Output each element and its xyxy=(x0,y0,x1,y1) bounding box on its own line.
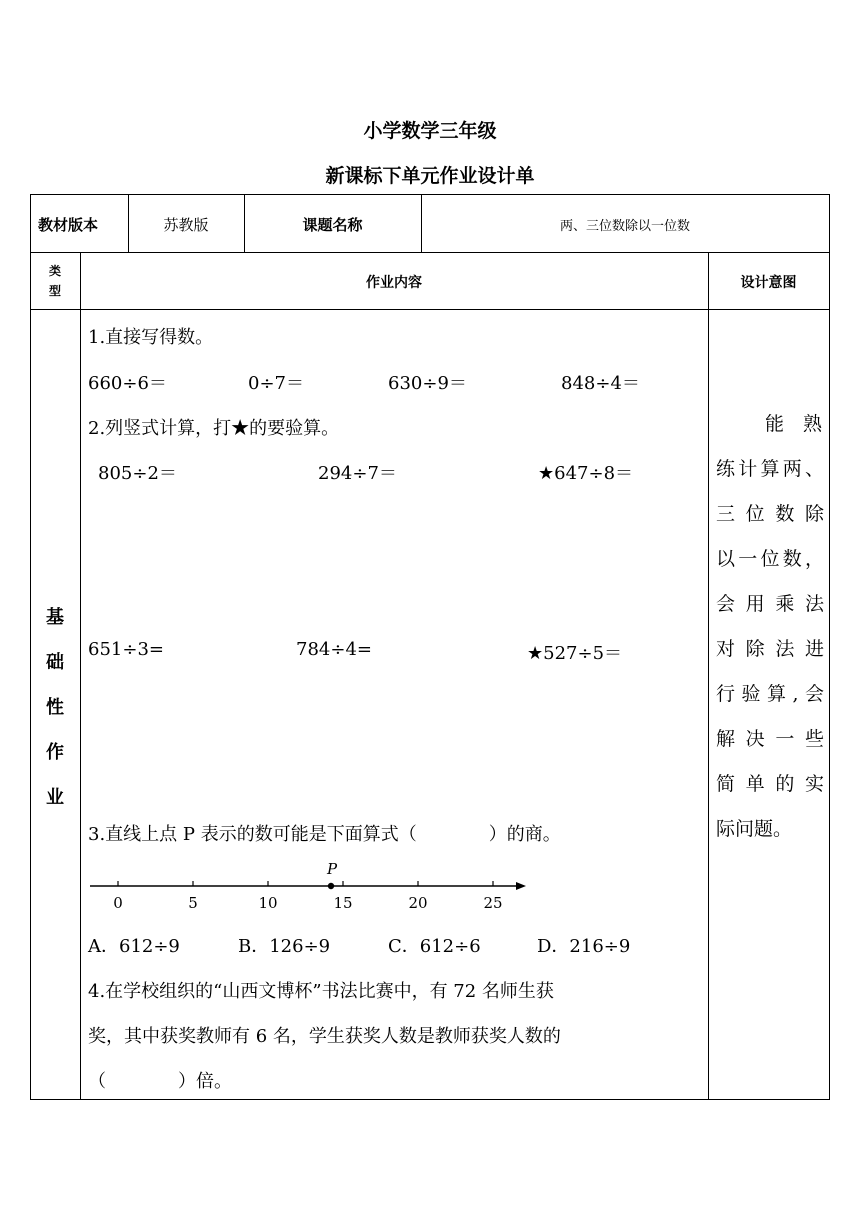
q2-item: 805÷2＝ xyxy=(98,463,177,484)
intent-line: 能 熟 xyxy=(764,413,822,435)
type-header: 类 型 xyxy=(48,264,61,298)
point-p xyxy=(328,883,334,889)
q2-item: ★527÷5＝ xyxy=(527,643,623,664)
q4-line: 4.在学校组织的“山西文博杯”书法比赛中，有 72 名师生获 xyxy=(88,981,554,1002)
intent-line: 行验算,会 xyxy=(716,683,824,705)
q1-title: 1.直接写得数。 xyxy=(88,327,214,348)
intent-line: 简单的实 xyxy=(716,773,824,795)
q3-option: D．216÷9 xyxy=(537,936,631,957)
content-header: 作业内容 xyxy=(366,275,422,291)
q2-item: ★647÷8＝ xyxy=(538,463,634,484)
q3-option: A．612÷9 xyxy=(88,936,180,957)
edition-value: 苏教版 xyxy=(163,216,209,234)
q1-item: 848÷4＝ xyxy=(561,373,640,394)
number-line-tick-label: 5 xyxy=(188,894,198,912)
number-line-tick-label: 15 xyxy=(333,894,353,912)
q3-title: 3.直线上点 P 表示的数可能是下面算式（ ）的商。 xyxy=(88,824,561,845)
category-label: 基 础 性 作 业 xyxy=(46,607,64,808)
topic-value: 两、三位数除以一位数 xyxy=(559,219,690,234)
q1-item: 630÷9＝ xyxy=(388,373,467,394)
q2-item: 784÷4= xyxy=(296,639,372,660)
q2-title: 2.列竖式计算，打★的要验算。 xyxy=(88,418,340,439)
intent-header: 设计意图 xyxy=(740,275,797,291)
intent-line: 练计算两、 xyxy=(716,458,824,480)
number-line-arrow xyxy=(516,882,526,890)
q2-item: 651÷3= xyxy=(88,639,164,660)
edition-label: 教材版本 xyxy=(38,216,99,234)
intent-line: 三位数除 xyxy=(716,503,824,525)
number-line-tick-label: 0 xyxy=(113,894,123,912)
title-main: 新课标下单元作业设计单 xyxy=(325,165,535,187)
q4-line: 奖，其中获奖教师有 6 名，学生获奖人数是教师获奖人数的 xyxy=(88,1026,561,1047)
number-line-tick-label: 20 xyxy=(408,894,428,912)
intent-line: 际问题。 xyxy=(716,818,793,840)
intent-line: 对除法进 xyxy=(716,638,824,660)
number-line-tick-label: 10 xyxy=(258,894,278,912)
q4-line: （ ）倍。 xyxy=(88,1071,232,1092)
q1-item: 0÷7＝ xyxy=(248,373,304,394)
q3-option: C．612÷6 xyxy=(388,936,481,957)
intent-line: 以一位数， xyxy=(716,548,824,570)
topic-label: 课题名称 xyxy=(302,216,363,234)
number-line-tick-label: 25 xyxy=(483,894,503,912)
title-grade: 小学数学三年级 xyxy=(363,120,497,142)
point-p-label: P xyxy=(326,860,338,878)
intent-line: 解决一些 xyxy=(716,728,824,750)
q2-item: 294÷7＝ xyxy=(318,463,397,484)
q3-option: B．126÷9 xyxy=(238,936,331,957)
number-line xyxy=(80,850,540,920)
q1-item: 660÷6＝ xyxy=(88,373,167,394)
design-intent xyxy=(716,402,824,852)
intent-line: 会用乘法 xyxy=(716,593,824,615)
